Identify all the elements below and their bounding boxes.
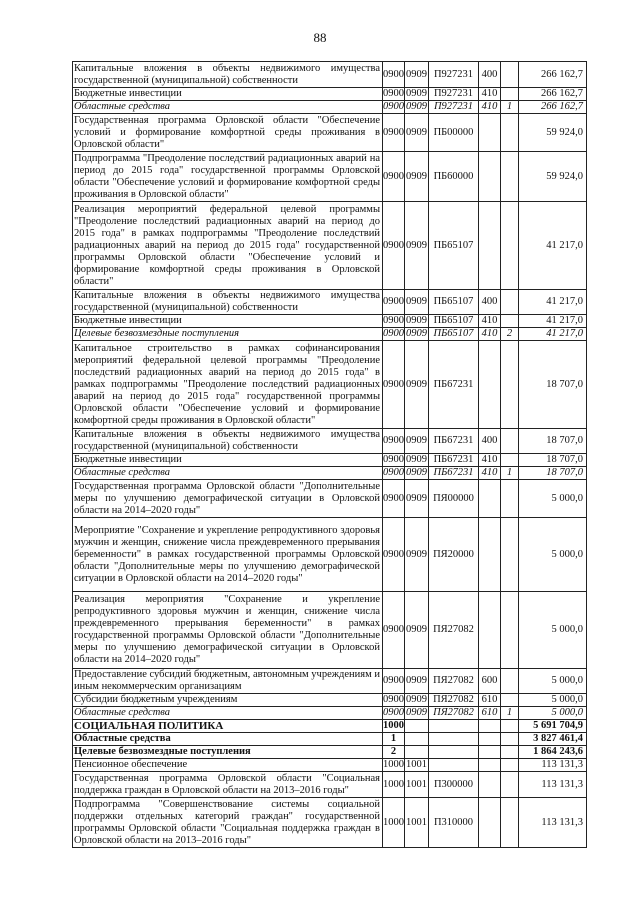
cell-target-article: ПБ00000	[429, 114, 479, 152]
cell-section: 0900	[383, 62, 405, 88]
cell-subsection: 0909	[406, 467, 427, 478]
cell-subsection: 0909	[405, 202, 429, 290]
row-name: Государственная программа Орловской области "Социальная поддержка граждан в Орловской области на 2013–2016 годы"	[73, 772, 383, 798]
cell-expense-type: 600	[479, 669, 501, 694]
cell-amount: 5 000,0	[519, 518, 587, 592]
cell-target-article: П310000	[429, 798, 479, 848]
table-row	[73, 707, 587, 720]
table-row	[73, 592, 587, 669]
cell-amount: 1 864 243,6	[519, 746, 587, 759]
cell-target-article: ПЯ20000	[429, 518, 479, 592]
cell-section: 0900	[383, 328, 404, 339]
row-name: Областные средства	[73, 707, 383, 720]
cell-subsection: 0909	[405, 290, 429, 315]
table-row	[73, 798, 587, 848]
cell-subsection: 0909	[406, 315, 427, 326]
table-row	[73, 62, 587, 88]
row-name: Подпрограмма "Преодоление последствий радиационных аварий на период до 2015 года" государственной программы Орловской области "Обеспечение условий и формирование комфортной среды проживания в Орловской области"	[73, 152, 383, 202]
cell-expense-type: 610	[479, 707, 501, 720]
table-row	[73, 467, 587, 480]
cell-expense-type	[479, 772, 501, 798]
cell-target-article: П927231	[429, 101, 479, 114]
cell-expense-type	[479, 746, 501, 759]
row-name: Бюджетные инвестиции	[73, 454, 383, 467]
budget-table	[72, 61, 587, 848]
row-name: Капитальные вложения в объекты недвижимого имущества государственной (муниципальной) собственности	[73, 290, 383, 315]
cell-subsection: 0909	[405, 592, 429, 669]
cell-subsection: 0909	[406, 88, 427, 99]
row-name: Бюджетные инвестиции	[73, 88, 383, 101]
cell-funding-source	[501, 746, 519, 759]
table-row	[73, 480, 587, 518]
cell-subsection: 0909	[405, 341, 429, 429]
row-name: Государственная программа Орловской области "Дополнительные меры по улучшению демографической ситуации в Орловской области на 2014–2020 годы"	[73, 480, 383, 518]
cell-funding-source	[501, 694, 519, 707]
table-row	[73, 341, 587, 429]
cell-target-article	[429, 746, 479, 759]
cell-subsection: 1001	[406, 759, 427, 770]
cell-amount: 41 217,0	[519, 202, 587, 290]
cell-expense-type: 400	[479, 290, 501, 315]
cell-expense-type	[479, 341, 501, 429]
cell-amount: 3 827 461,4	[519, 733, 587, 746]
row-name: Целевые безвозмездные поступления	[73, 746, 383, 759]
cell-section: 1000	[383, 720, 404, 731]
table-row	[73, 733, 587, 746]
cell-subsection: 0909	[405, 669, 429, 694]
cell-amount: 113 131,3	[519, 759, 587, 772]
cell-section: 0900	[383, 694, 404, 705]
row-name: Областные средства	[73, 733, 383, 746]
cell-funding-source	[501, 202, 519, 290]
cell-target-article: ПЯ00000	[429, 480, 479, 518]
cell-amount: 5 000,0	[519, 592, 587, 669]
cell-subsection: 0909	[405, 518, 429, 592]
cell-section: 0900	[383, 101, 404, 112]
cell-amount: 266 162,7	[519, 101, 587, 114]
cell-amount: 113 131,3	[519, 798, 587, 848]
cell-target-article: П300000	[429, 772, 479, 798]
cell-section: 0900	[383, 592, 405, 669]
table-row	[73, 669, 587, 694]
row-name: Предоставление субсидий бюджетным, автономным учреждениям и иным некоммерческим организациям	[73, 669, 383, 694]
cell-target-article: ПЯ27082	[429, 694, 479, 707]
cell-expense-type: 400	[479, 62, 501, 88]
cell-target-article	[429, 720, 479, 733]
table-row	[73, 429, 587, 454]
cell-amount: 59 924,0	[519, 114, 587, 152]
cell-funding-source	[501, 114, 519, 152]
cell-section: 1	[383, 733, 405, 746]
row-name: Мероприятие "Сохранение и укрепление репродуктивного здоровья мужчин и женщин, снижение числа преждевременного прерывания беременности" в рамках государственной программы Орловской области "Дополнительные меры по улучшению демографической ситуации в Орловской области на 2014–2020 годы"	[73, 518, 383, 592]
cell-amount: 5 691 704,9	[519, 720, 587, 733]
cell-amount: 41 217,0	[519, 315, 587, 328]
cell-amount: 266 162,7	[519, 62, 587, 88]
cell-funding-source	[501, 62, 519, 88]
cell-section: 2	[383, 746, 405, 759]
cell-subsection: 0909	[406, 101, 427, 112]
cell-target-article: ПБ65107	[429, 290, 479, 315]
cell-target-article: ПБ67231	[429, 341, 479, 429]
row-name: Капитальное строительство в рамках софинансирования мероприятий федеральной целевой программы "Преодоление последствий радиационных аварий на период до 2015 года" в рамках подпрограммы "Преодоление последствий радиационных аварий на период до 2015 года" государственной программы Орловской области "Обеспечение условий и формирование комфортной среды проживания в Орловской области"	[73, 341, 383, 429]
cell-funding-source	[501, 669, 519, 694]
cell-amount: 59 924,0	[519, 152, 587, 202]
cell-funding-source	[501, 772, 519, 798]
cell-subsection: 0909	[405, 62, 429, 88]
cell-funding-source	[501, 88, 519, 101]
cell-target-article: ПБ65107	[429, 202, 479, 290]
row-name: Пенсионное обеспечение	[73, 759, 383, 772]
row-name: Капитальные вложения в объекты недвижимого имущества государственной (муниципальной) собственности	[73, 429, 383, 454]
row-name: Реализация мероприятий федеральной целевой программы "Преодоление последствий радиационных аварий на период до 2015 года" в рамках подпрограммы "Преодоление последствий радиационных аварий на период до 2015 года" государственной программы Орловской области "Обеспечение условий и формирование комфортной среды проживания в Орловской области"	[73, 202, 383, 290]
table-row	[73, 328, 587, 341]
cell-subsection: 1001	[405, 772, 429, 798]
table-row	[73, 772, 587, 798]
cell-amount: 41 217,0	[519, 328, 587, 341]
table-row	[73, 454, 587, 467]
row-name: Бюджетные инвестиции	[73, 315, 383, 328]
cell-amount: 18 707,0	[519, 429, 587, 454]
cell-funding-source	[501, 315, 519, 328]
cell-section: 0900	[383, 202, 405, 290]
cell-expense-type	[479, 518, 501, 592]
cell-expense-type: 410	[479, 315, 501, 328]
cell-amount: 113 131,3	[519, 772, 587, 798]
row-name: СОЦИАЛЬНАЯ ПОЛИТИКА	[73, 720, 383, 733]
cell-section: 0900	[383, 88, 404, 99]
cell-amount: 5 000,0	[519, 707, 587, 720]
cell-section: 0900	[383, 114, 405, 152]
cell-expense-type: 410	[479, 454, 501, 467]
cell-expense-type	[479, 152, 501, 202]
cell-section: 0900	[383, 290, 405, 315]
cell-subsection: 0909	[406, 694, 427, 705]
table-row	[73, 518, 587, 592]
cell-amount: 18 707,0	[519, 454, 587, 467]
cell-target-article: ПБ67231	[429, 429, 479, 454]
cell-section: 0900	[383, 480, 405, 518]
cell-subsection: 0909	[405, 152, 429, 202]
cell-target-article: П927231	[429, 88, 479, 101]
cell-expense-type: 410	[479, 88, 501, 101]
cell-expense-type	[479, 202, 501, 290]
table-row	[73, 315, 587, 328]
cell-subsection: 0909	[405, 429, 429, 454]
row-name: Областные средства	[73, 101, 383, 114]
table-row	[73, 746, 587, 759]
cell-funding-source	[501, 759, 519, 772]
cell-expense-type: 610	[479, 694, 501, 707]
cell-subsection: 0909	[405, 114, 429, 152]
cell-expense-type: 400	[479, 429, 501, 454]
cell-funding-source	[501, 733, 519, 746]
cell-funding-source	[501, 720, 519, 733]
cell-funding-source	[501, 290, 519, 315]
cell-section: 0900	[383, 454, 404, 465]
cell-funding-source	[501, 429, 519, 454]
cell-funding-source	[501, 454, 519, 467]
table-row	[73, 152, 587, 202]
cell-subsection: 0909	[405, 480, 429, 518]
cell-amount: 18 707,0	[519, 467, 587, 480]
table-row	[73, 114, 587, 152]
cell-expense-type	[479, 759, 501, 772]
cell-section: 0900	[383, 429, 405, 454]
cell-target-article	[429, 759, 479, 772]
cell-amount: 5 000,0	[519, 694, 587, 707]
cell-expense-type	[479, 733, 501, 746]
cell-expense-type: 410	[479, 467, 501, 480]
cell-funding-source: 2	[501, 328, 519, 341]
table-row	[73, 694, 587, 707]
row-name: Подпрограмма "Совершенствование системы социальной поддержки отдельных категорий граждан" государственной программы Орловской области "Социальная поддержка граждан в Орловской области на 2013–2016 годы"	[73, 798, 383, 848]
table-row	[73, 88, 587, 101]
cell-subsection: 1001	[405, 798, 429, 848]
row-name: Реализация мероприятия "Сохранение и укрепление репродуктивного здоровья мужчин и женщин, снижение числа преждевременного прерывания беременности" в рамках государственной программы Орловской области "Дополнительные меры по улучшению демографической ситуации в Орловской области на 2014–2020 годы"	[73, 592, 383, 669]
cell-target-article: ПБ67231	[429, 454, 479, 467]
cell-expense-type	[479, 592, 501, 669]
cell-expense-type	[479, 480, 501, 518]
table-row	[73, 290, 587, 315]
row-name: Целевые безвозмездные поступления	[73, 328, 383, 341]
cell-target-article: ПЯ27082	[429, 707, 479, 720]
cell-subsection: 0909	[406, 707, 427, 718]
cell-section: 0900	[383, 707, 404, 718]
cell-section: 0900	[383, 152, 405, 202]
budget-table-body	[73, 62, 587, 848]
row-name: Областные средства	[73, 467, 383, 480]
cell-section: 0900	[383, 341, 405, 429]
cell-section: 0900	[383, 315, 404, 326]
cell-section: 1000	[383, 798, 405, 848]
cell-amount: 18 707,0	[519, 341, 587, 429]
cell-amount: 266 162,7	[519, 88, 587, 101]
cell-target-article: ПЯ27082	[429, 592, 479, 669]
cell-subsection: 0909	[406, 454, 427, 465]
cell-expense-type: 410	[479, 328, 501, 341]
cell-expense-type	[479, 720, 501, 733]
cell-funding-source	[501, 592, 519, 669]
row-name: Капитальные вложения в объекты недвижимого имущества государственной (муниципальной) собственности	[73, 62, 383, 88]
cell-funding-source	[501, 341, 519, 429]
cell-subsection	[405, 746, 429, 759]
cell-funding-source	[501, 480, 519, 518]
cell-section: 0900	[383, 467, 404, 478]
cell-target-article: ПЯ27082	[429, 669, 479, 694]
cell-target-article	[429, 733, 479, 746]
cell-funding-source: 1	[501, 101, 519, 114]
cell-section: 1000	[383, 759, 404, 770]
cell-amount: 41 217,0	[519, 290, 587, 315]
cell-target-article: ПБ60000	[429, 152, 479, 202]
cell-target-article: ПБ67231	[429, 467, 479, 480]
cell-section: 0900	[383, 669, 405, 694]
row-name: Субсидии бюджетным учреждениям	[73, 694, 383, 707]
cell-amount: 5 000,0	[519, 480, 587, 518]
cell-subsection	[405, 720, 429, 733]
table-row	[73, 202, 587, 290]
cell-section: 0900	[383, 518, 405, 592]
cell-expense-type	[479, 114, 501, 152]
table-row	[73, 101, 587, 114]
table-row	[73, 720, 587, 733]
table-row	[73, 759, 587, 772]
cell-funding-source	[501, 152, 519, 202]
cell-funding-source	[501, 798, 519, 848]
cell-funding-source: 1	[501, 707, 519, 720]
cell-target-article: П927231	[429, 62, 479, 88]
cell-amount: 5 000,0	[519, 669, 587, 694]
cell-funding-source	[501, 518, 519, 592]
cell-target-article: ПБ65107	[429, 328, 479, 341]
cell-target-article: ПБ65107	[429, 315, 479, 328]
cell-subsection	[405, 733, 429, 746]
page-number: 88	[313, 30, 327, 45]
row-name: Государственная программа Орловской области "Обеспечение условий и формирование комфортной среды проживания в Орловской области"	[73, 114, 383, 152]
cell-subsection: 0909	[406, 328, 427, 339]
cell-funding-source: 1	[501, 467, 519, 480]
cell-section: 1000	[383, 772, 405, 798]
cell-expense-type	[479, 798, 501, 848]
cell-expense-type: 410	[479, 101, 501, 114]
